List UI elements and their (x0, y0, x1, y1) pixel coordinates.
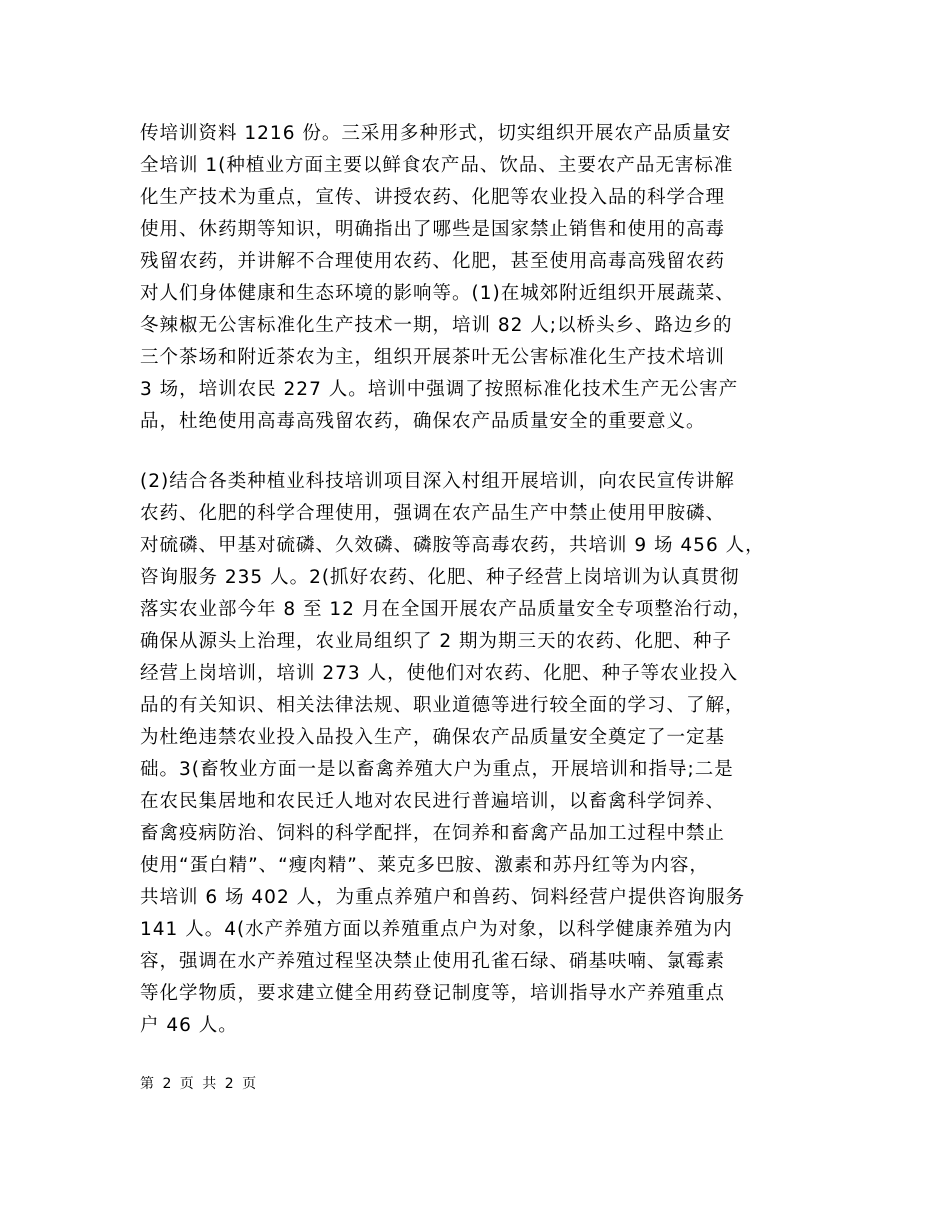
text-line: 经营上岗培训，培训 273 人，使他们对农药、化肥、种子等农业投入 (140, 663, 739, 684)
text-line: 畜禽疫病防治、饲料的科学配拌，在饲养和畜禽产品加工过程中禁止 (140, 823, 726, 844)
text-line: 等化学物质，要求建立健全用药登记制度等，培训指导水产养殖重点 (140, 983, 726, 1004)
text-line: 础。3(畜牧业方面一是以畜禽养殖大户为重点，开展培训和指导;二是 (140, 759, 734, 780)
text-line: 户 46 人。 (140, 1015, 238, 1036)
text-line: 3 场，培训农民 227 人。培训中强调了按照标准化技术生产无公害产 (140, 379, 739, 400)
text-line: 对硫磷、甲基对硫磷、久效磷、磷胺等高毒农药，共培训 9 场 456 人， (140, 535, 765, 556)
text-line: 咨询服务 235 人。2(抓好农药、化肥、种子经营上岗培训为认真贯彻 (140, 567, 740, 588)
page-number-footer: 第 2 页 共 2 页 (140, 1076, 259, 1092)
text-line: 全培训 1(种植业方面主要以鲜食农产品、饮品、主要农产品无害标准 (140, 155, 734, 176)
text-line: 141 人。4(水产养殖方面以养殖重点户为对象，以科学健康养殖为内 (140, 919, 733, 940)
text-line: 残留农药，并讲解不合理使用农药、化肥，甚至使用高毒高残留农药 (140, 251, 726, 272)
text-line: 对人们身体健康和生态环境的影响等。(1)在城郊附近组织开展蔬菜、 (140, 283, 735, 304)
text-line: 共培训 6 场 402 人，为重点养殖户和兽药、饲料经营户提供咨询服务 (140, 887, 746, 908)
text-line: 为杜绝违禁农业投入品投入生产，确保农产品质量安全奠定了一定基 (140, 727, 726, 748)
text-line: 在农民集居地和农民迁人地对农民进行普遍培训，以畜禽科学饲养、 (140, 791, 726, 812)
paragraph-2 (140, 466, 820, 1042)
text-line: 农药、化肥的科学合理使用，强调在农产品生产中禁止使用甲胺磷、 (140, 503, 726, 524)
text-line: 使用“蛋白精”、“瘦肉精”、莱克多巴胺、激素和苏丹红等为内容， (140, 855, 709, 876)
text-line: 冬辣椒无公害标准化生产技术一期，培训 82 人;以桥头乡、路边乡的 (140, 315, 733, 336)
text-line: 品的有关知识、相关法律法规、职业道德等进行较全面的学习、了解， (140, 695, 745, 716)
text-line: 品，杜绝使用高毒高残留农药，确保农产品质量安全的重要意义。 (140, 411, 706, 432)
text-line: (2)结合各类种植业科技培训项目深入村组开展培训，向农民宣传讲解 (140, 471, 735, 492)
text-line: 化生产技术为重点，宣传、讲授农药、化肥等农业投入品的科学合理 (140, 187, 726, 208)
text-line: 落实农业部今年 8 至 12 月在全国开展农产品质量安全专项整治行动， (140, 599, 752, 620)
text-line: 使用、休药期等知识，明确指出了哪些是国家禁止销售和使用的高毒 (140, 219, 726, 240)
text-line: 确保从源头上治理，农业局组织了 2 期为期三天的农药、化肥、种子 (140, 631, 733, 652)
text-line: 容，强调在水产养殖过程坚决禁止使用孔雀石绿、硝基呋喃、氯霉素 (140, 951, 726, 972)
text-line: 传培训资料 1216 份。三采用多种形式，切实组织开展农产品质量安 (140, 123, 732, 144)
text-line: 三个茶场和附近茶农为主，组织开展茶叶无公害标准化生产技术培训 (140, 347, 726, 368)
paragraph-1 (140, 118, 820, 438)
